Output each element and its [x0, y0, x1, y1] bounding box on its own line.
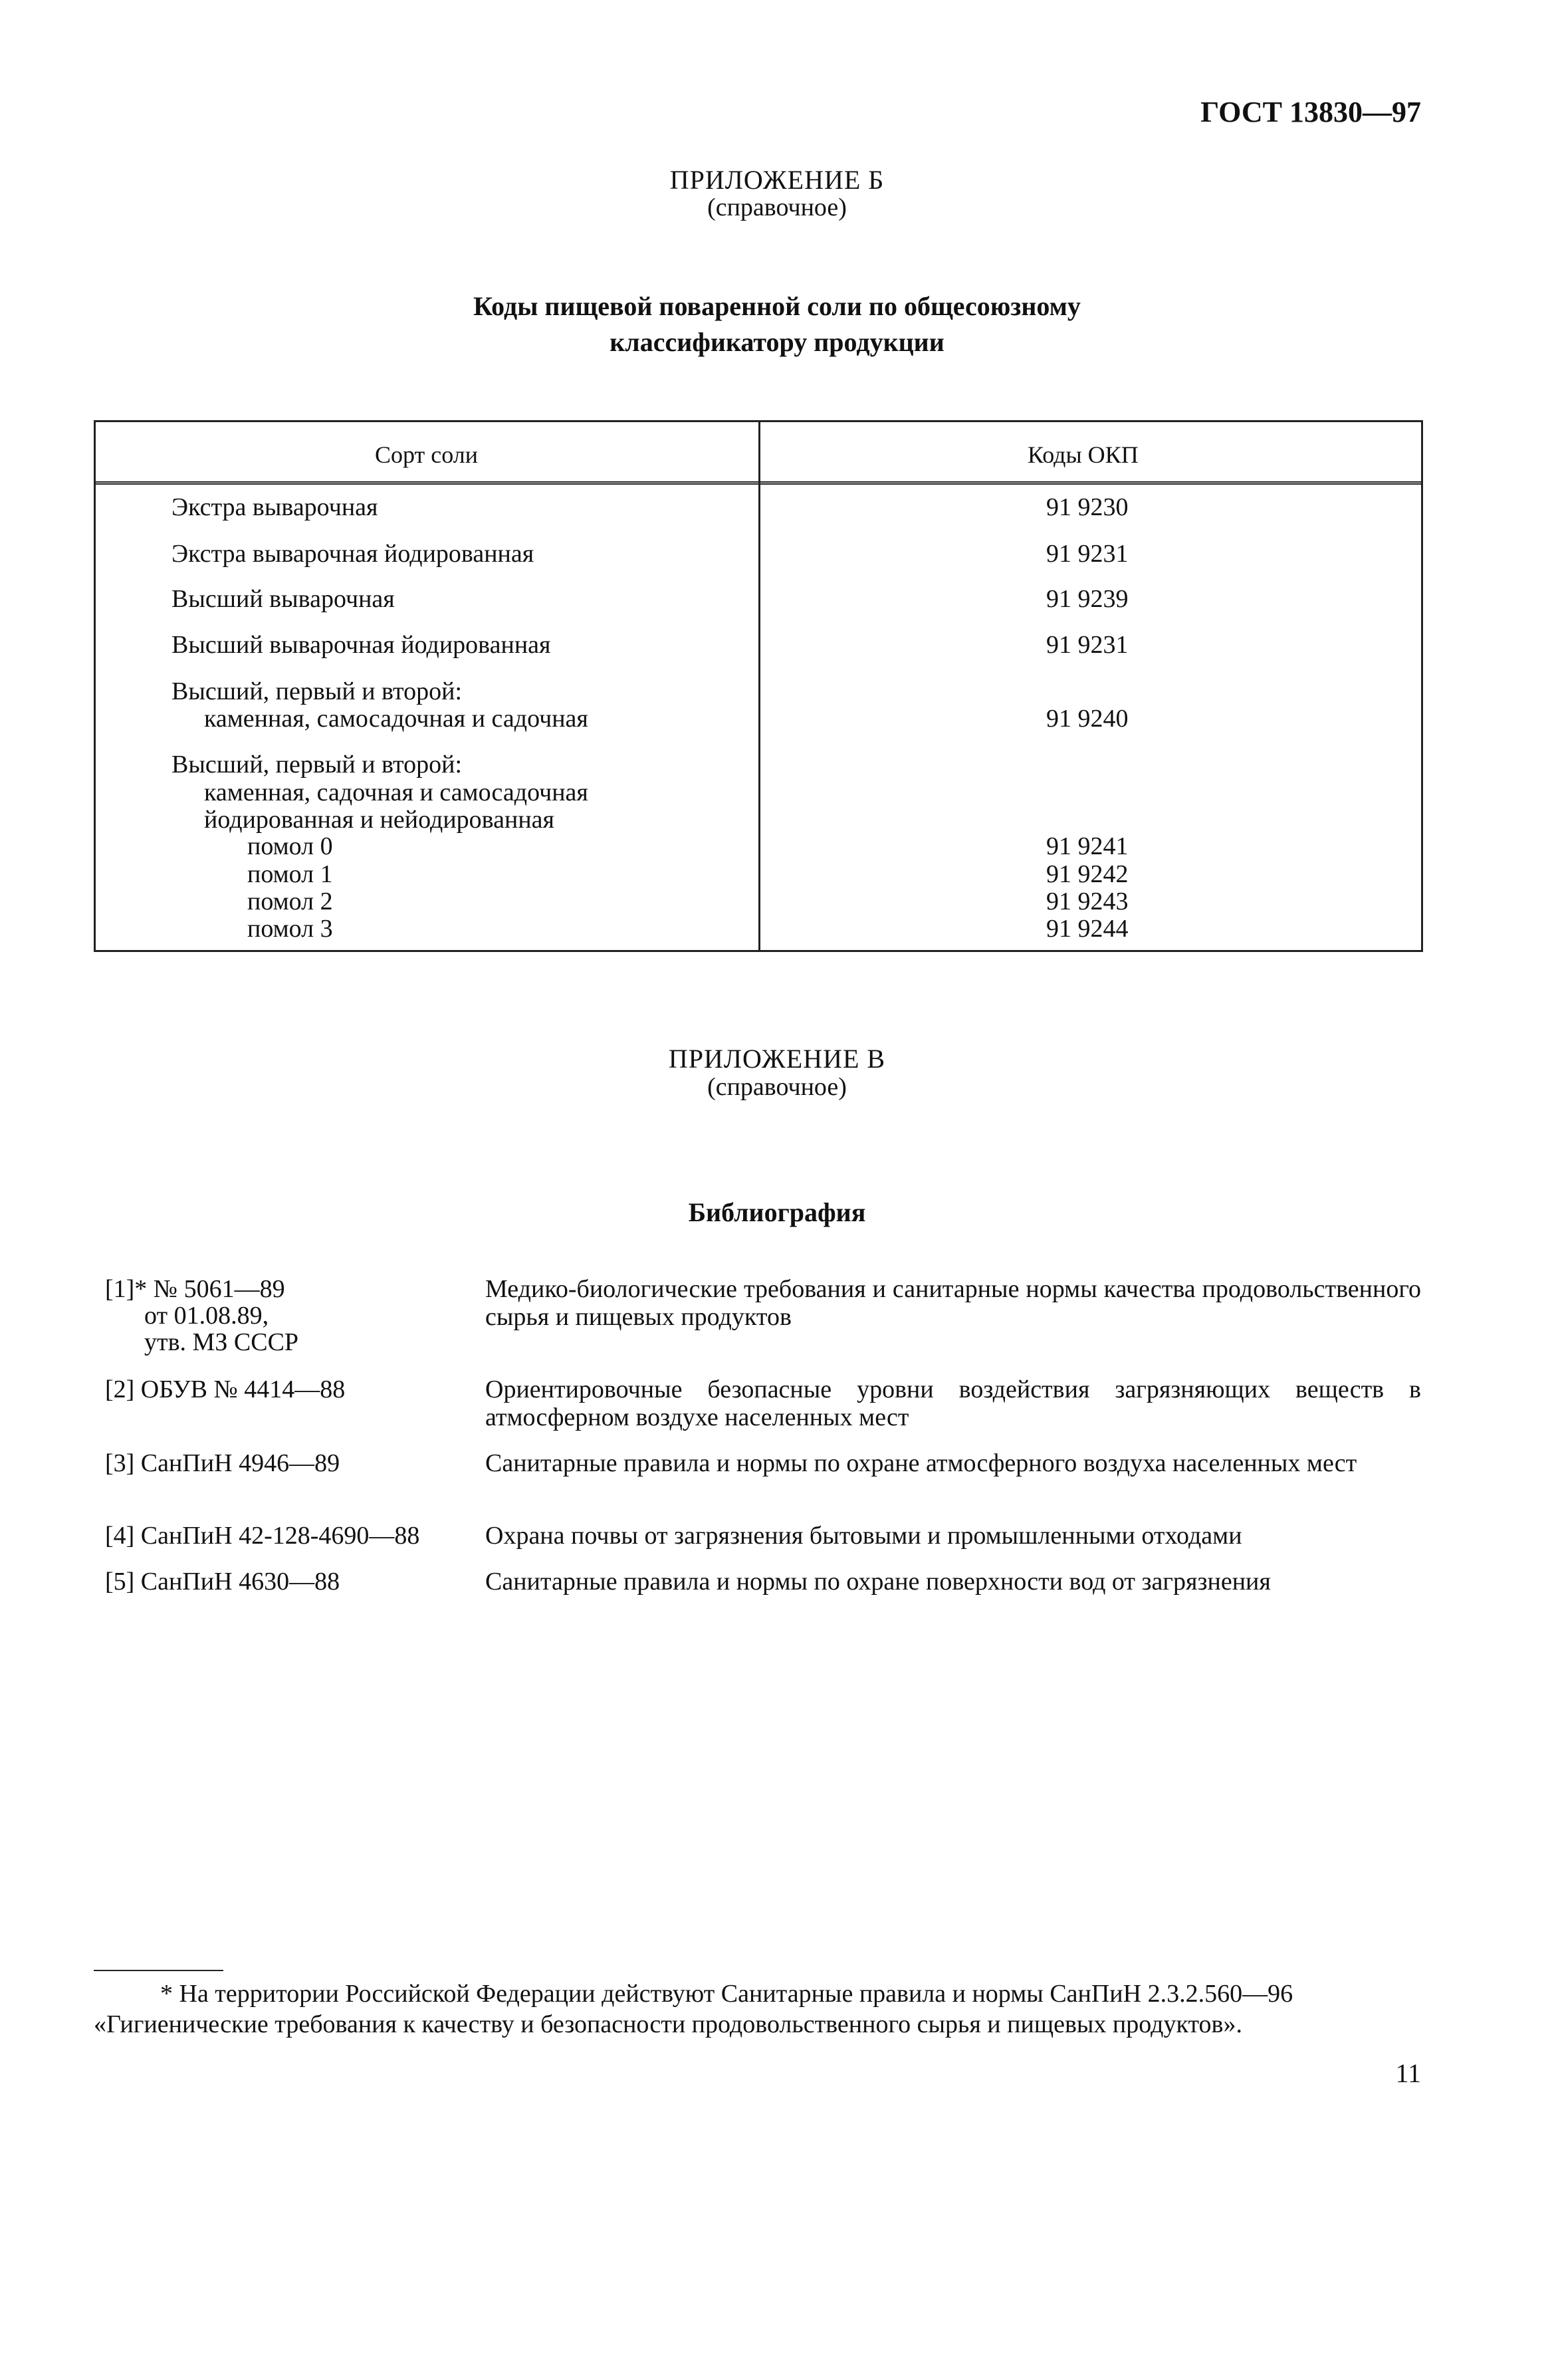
table-cell-code: 91 9242 — [1046, 860, 1129, 888]
bib-ref-id: [5] СанПиН 4630—88 — [105, 1568, 340, 1596]
table-cell-name: Высший, первый и второй: — [171, 677, 463, 705]
table-cell-code: 91 9239 — [1046, 585, 1129, 613]
appendix-v-label: ПРИЛОЖЕНИЕ В — [668, 1044, 886, 1074]
document-code: ГОСТ 13830—97 — [1200, 96, 1421, 128]
bib-ref-description: Санитарные правила и нормы по охране поверхности вод от загрязнения — [485, 1568, 1271, 1596]
bib-ref-id: [4] СанПиН 42-128-4690—88 — [105, 1522, 420, 1550]
table-cell-code: 91 9244 — [1046, 915, 1129, 943]
appendix-b-subtitle: (справочное) — [707, 193, 847, 221]
appendix-b-label: ПРИЛОЖЕНИЕ Б — [669, 165, 885, 195]
table-column-divider — [758, 422, 760, 950]
table-cell-name: каменная, садочная и самосадочная — [204, 778, 588, 806]
bib-ref-approval: утв. МЗ СССР — [144, 1328, 299, 1356]
bib-ref-id: [3] СанПиН 4946—89 — [105, 1449, 340, 1477]
table-cell-name: Экстра выварочная йодированная — [171, 540, 534, 568]
table-cell-name: каменная, самосадочная и садочная — [204, 705, 588, 733]
table-cell-code: 91 9240 — [1046, 705, 1129, 733]
appendix-v-subtitle: (справочное) — [707, 1073, 847, 1101]
bib-ref-description: Охрана почвы от загрязнения бытовыми и промышленными отходами — [485, 1522, 1242, 1550]
table-cell-code: 91 9231 — [1046, 631, 1129, 659]
appendix-b-title-line2: классификатору продукции — [610, 327, 944, 357]
table-cell-code: 91 9241 — [1046, 832, 1129, 860]
table-cell-name: йодированная и нейодированная — [204, 806, 555, 834]
footnote-line1: * На территории Российской Федерации действуют Санитарные правила и нормы СанПиН 2.3.2.560—96 — [160, 1980, 1293, 2008]
bib-ref-id: [1]* № 5061—89 — [105, 1275, 285, 1303]
appendix-b-title-line1: Коды пищевой поваренной соли по общесоюзному — [473, 291, 1081, 321]
bib-ref-description: Медико-биологические требования и санитарные нормы качества продовольственного сырья и пищевых продуктов — [485, 1275, 1421, 1331]
footnote-separator — [94, 1970, 223, 1971]
bib-ref-date: от 01.08.89, — [144, 1302, 269, 1330]
table-header-divider — [96, 481, 1421, 487]
footnote-line2: «Гигиенические требования к качеству и безопасности продовольственного сырья и пищевых продуктов». — [94, 2010, 1242, 2038]
codes-table — [94, 420, 1423, 952]
table-cell-code: 91 9231 — [1046, 540, 1129, 568]
table-cell-grind: помол 1 — [247, 860, 333, 888]
bib-ref-description: Ориентировочные безопасные уровни воздействия загрязняющих веществ в атмосферном воздухе населенных мест — [485, 1375, 1421, 1431]
table-cell-name: Высший выварочная йодированная — [171, 631, 551, 659]
table-cell-grind: помол 2 — [247, 888, 333, 915]
table-cell-name: Экстра выварочная — [171, 493, 378, 521]
table-cell-grind: помол 0 — [247, 832, 333, 860]
table-cell-name: Высший выварочная — [171, 585, 395, 613]
table-cell-name: Высший, первый и второй: — [171, 751, 463, 778]
table-cell-code: 91 9243 — [1046, 888, 1129, 915]
table-header-sort: Сорт соли — [375, 441, 479, 468]
table-cell-code: 91 9230 — [1046, 493, 1129, 521]
page-number: 11 — [1395, 2058, 1421, 2088]
table-header-codes: Коды ОКП — [1028, 441, 1139, 468]
table-cell-grind: помол 3 — [247, 915, 333, 943]
bib-ref-description: Санитарные правила и нормы по охране атмосферного воздуха населенных мест — [485, 1449, 1357, 1477]
bibliography-title: Библиография — [688, 1197, 866, 1227]
footnote — [94, 1978, 1423, 2040]
bib-ref-id: [2] ОБУВ № 4414—88 — [105, 1375, 346, 1403]
